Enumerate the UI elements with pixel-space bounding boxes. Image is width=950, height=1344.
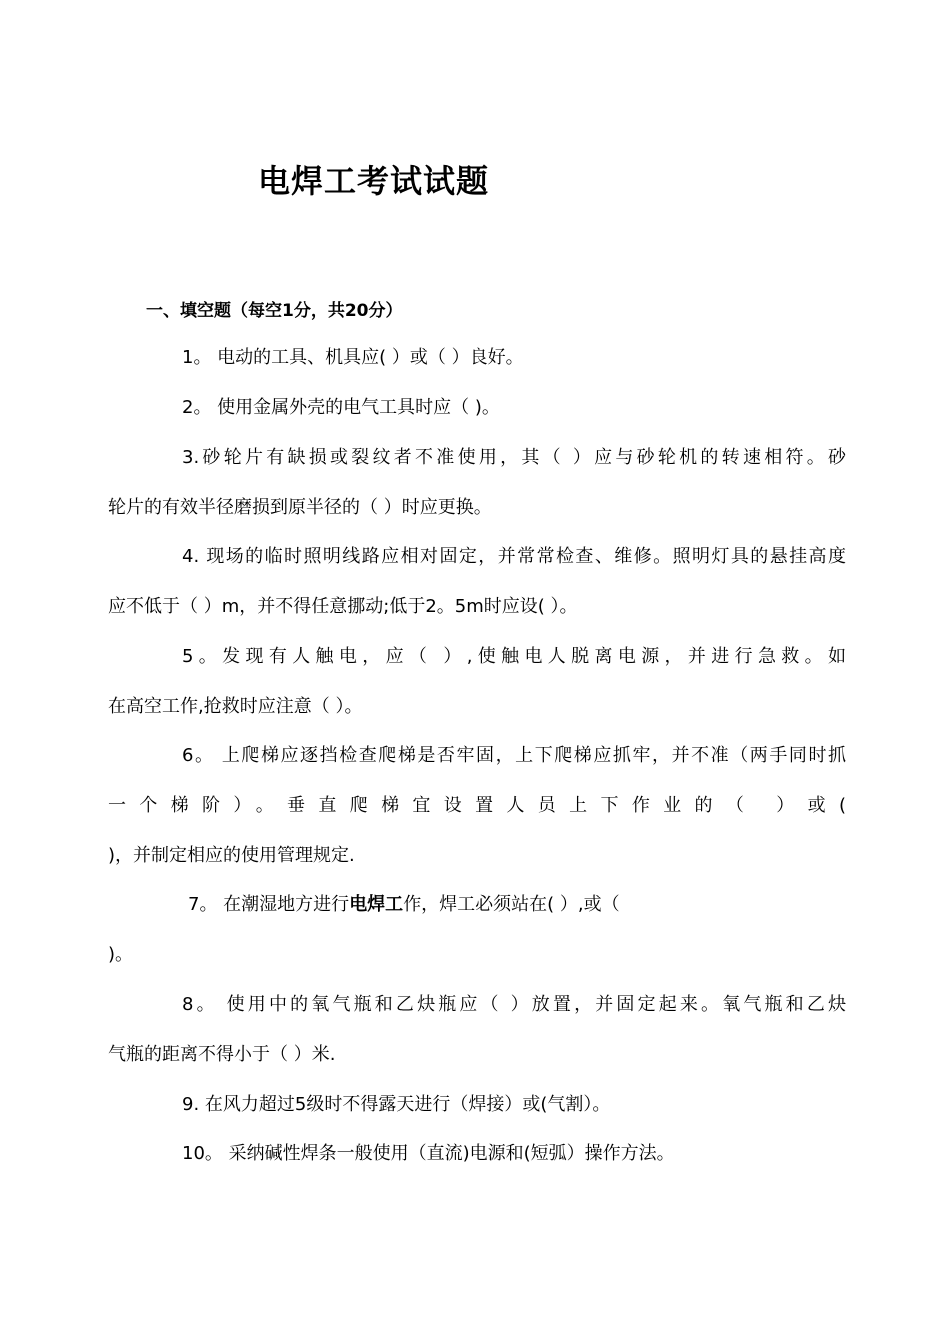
question-5-text-1: 5。发现有人触电，应（ ）,使触电人脱离电源，并进行急救。如 <box>182 646 846 667</box>
question-8-line-2: 气瓶的距离不得小于（ ）米. <box>108 1044 336 1065</box>
section-heading: 一、填空题（每空1分，共20分） <box>146 301 403 321</box>
question-9: 9. 在风力超过5级时不得露天进行（焊接）或(气割）。 <box>182 1094 611 1115</box>
question-4-text-1: 4. 现场的临时照明线路应相对固定，并常常检查、维修。照明灯具的悬挂高度 <box>182 546 846 567</box>
question-4-line-2: 应不低于（ ）m，并不得任意挪动;低于2。5m时应设( ）。 <box>108 596 578 617</box>
document-title: 电焊工考试试题 <box>258 162 490 200</box>
question-6-text-1: 6。 上爬梯应逐挡检查爬梯是否牢固，上下爬梯应抓牢，并不准（两手同时抓 <box>182 745 846 766</box>
question-10: 10。 采纳碱性焊条一般使用（直流)电源和(短弧）操作方法。 <box>182 1143 675 1164</box>
question-7-line-1 <box>188 893 620 917</box>
question-8-line-1 <box>182 993 846 1017</box>
question-1: 1。 电动的工具、机具应( ）或（ ）良好。 <box>182 347 524 368</box>
question-6-line-1 <box>182 744 846 768</box>
question-3-line-2: 轮片的有效半径磨损到原半径的（ ）时应更换。 <box>108 497 492 518</box>
question-4-line-1 <box>182 545 846 569</box>
question-5-line-1 <box>182 645 846 669</box>
question-7-text-post: 作，焊工必须站在( ）,或（ <box>403 894 620 915</box>
question-3-text-1: 3.砂轮片有缺损或裂纹者不准使用，其（ ）应与砂轮机的转速相符。砂 <box>182 447 846 468</box>
question-7-text-pre: 7。 在潮湿地方进行 <box>188 894 350 915</box>
question-5-line-2: 在高空工作,抢救时应注意（ ）。 <box>108 696 363 717</box>
question-6-line-2 <box>108 794 846 818</box>
question-7-text-bold: 电焊工 <box>349 894 404 915</box>
question-6-text-2: 一个梯阶）。垂直爬梯宜设置人员上下作业的（ ）或( <box>108 795 846 816</box>
question-8-text-1: 8。 使用中的氧气瓶和乙炔瓶应（ ）放置，并固定起来。氧气瓶和乙炔 <box>182 994 846 1015</box>
question-6-line-3: )，并制定相应的使用管理规定. <box>108 845 355 866</box>
question-7-line-2: )。 <box>108 944 134 965</box>
question-3-line-1 <box>182 446 846 470</box>
question-2: 2。 使用金属外壳的电气工具时应（ )。 <box>182 397 500 418</box>
